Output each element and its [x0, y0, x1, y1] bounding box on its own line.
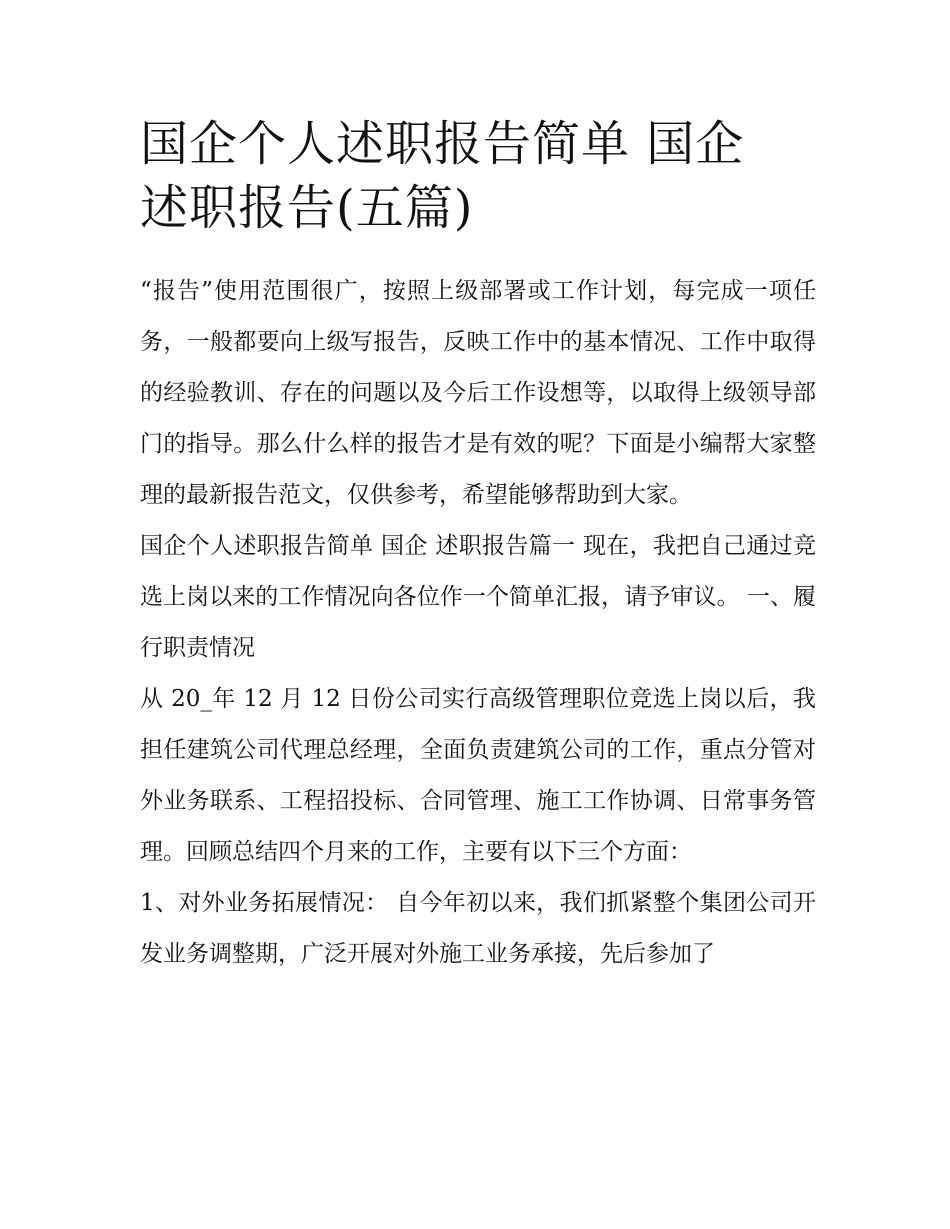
duties-paragraph: 从 20_年 12 月 12 日份公司实行高级管理职位竞选上岗以后，我担任建筑公司代理总经理，全面负责建筑公司的工作，重点分管对外业务联系、工程招投标、合同管理、施工工作协调、日常事务管理。回顾总结四个月来的工作，主要有以下三个方面：	[140, 686, 816, 865]
title-line-2: 述职报告(五篇)	[140, 180, 474, 236]
intro-paragraph: “报告”使用范围很广，按照上级部署或工作计划，每完成一项任务，一般都要向上级写报告，反映工作中的基本情况、工作中取得的经验教训、存在的问题以及今后工作设想等，以取得上级领导部门的指导。那么什么样的报告才是有效的呢？下面是小编帮大家整理的最新报告范文，仅供参考，希望能够帮助到大家。	[140, 278, 816, 508]
document-title	[140, 112, 816, 240]
document-page	[140, 112, 816, 980]
title-line-1: 国企个人述职报告简单 国企	[140, 116, 745, 172]
business-expansion-paragraph: 1、对外业务拓展情况： 自今年初以来，我们抓紧整个集团公司开发业务调整期，广泛开展对外施工业务承接，先后参加了	[140, 890, 816, 967]
section-intro-paragraph: 国企个人述职报告简单 国企 述职报告篇一 现在，我把自己通过竞选上岗以来的工作情况向各位作一个简单汇报，请予审议。 一、履行职责情况	[140, 533, 816, 661]
